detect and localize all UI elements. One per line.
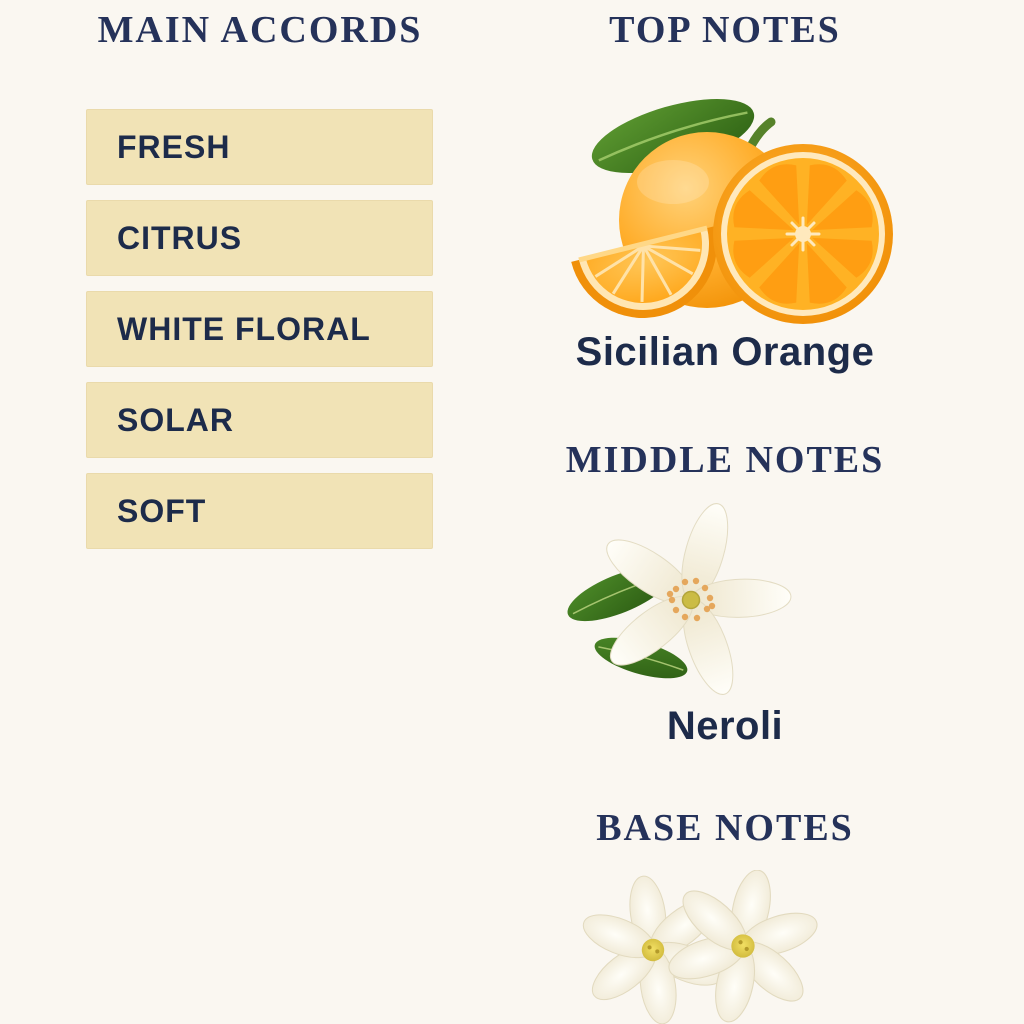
top-notes-title: TOP NOTES <box>609 9 841 51</box>
accord-bar-soft <box>86 473 433 549</box>
neroli-blossom-image <box>563 502 811 702</box>
orange-half-slice <box>713 144 893 324</box>
sicilian-orange-image <box>555 92 905 324</box>
accord-bar-citrus <box>86 200 433 276</box>
base-notes-title: BASE NOTES <box>596 807 854 849</box>
accord-label: SOFT <box>117 492 207 529</box>
accord-label: SOLAR <box>117 401 234 438</box>
accord-bar-white-floral <box>86 291 433 367</box>
main-accords-title: MAIN ACCORDS <box>97 9 423 51</box>
accord-bar-solar <box>86 382 433 458</box>
white-flowers-image <box>565 870 830 1024</box>
middle-note-name: Neroli <box>666 704 784 748</box>
accord-label: CITRUS <box>117 219 243 256</box>
accord-bar-fresh <box>86 109 433 185</box>
accord-label: WHITE FLORAL <box>117 310 371 347</box>
accord-label: FRESH <box>117 128 231 165</box>
orange-wedge <box>571 226 733 324</box>
middle-notes-title: MIDDLE NOTES <box>565 439 885 481</box>
accord-list <box>86 109 433 549</box>
top-note-name: Sicilian Orange <box>575 330 875 374</box>
